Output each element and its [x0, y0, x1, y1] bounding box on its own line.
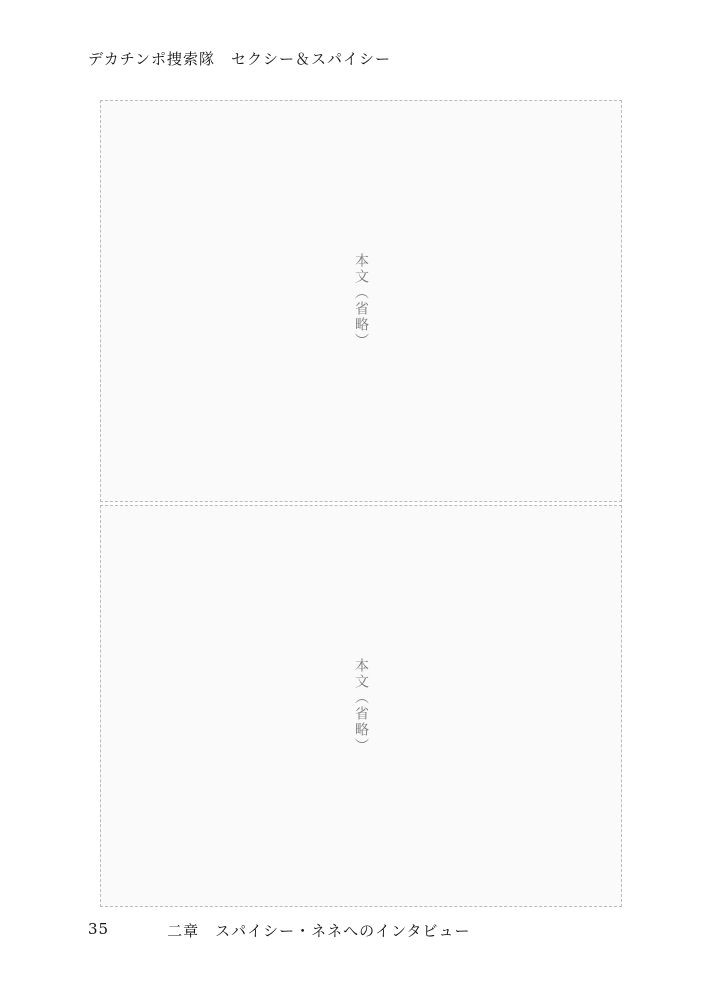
content-omitted-notice: 本文（省略） — [353, 658, 369, 754]
page-footer — [88, 920, 471, 941]
body-text-lower-block — [100, 505, 622, 907]
chapter-title: 二章 スパイシー・ネネへのインタビュー — [167, 922, 471, 940]
running-header: デカチンポ捜索隊 セクシー＆スパイシー — [88, 50, 391, 68]
body-text-upper-block — [100, 100, 622, 502]
content-omitted-notice: 本文（省略） — [353, 253, 369, 349]
page-number: 35 — [88, 920, 110, 938]
